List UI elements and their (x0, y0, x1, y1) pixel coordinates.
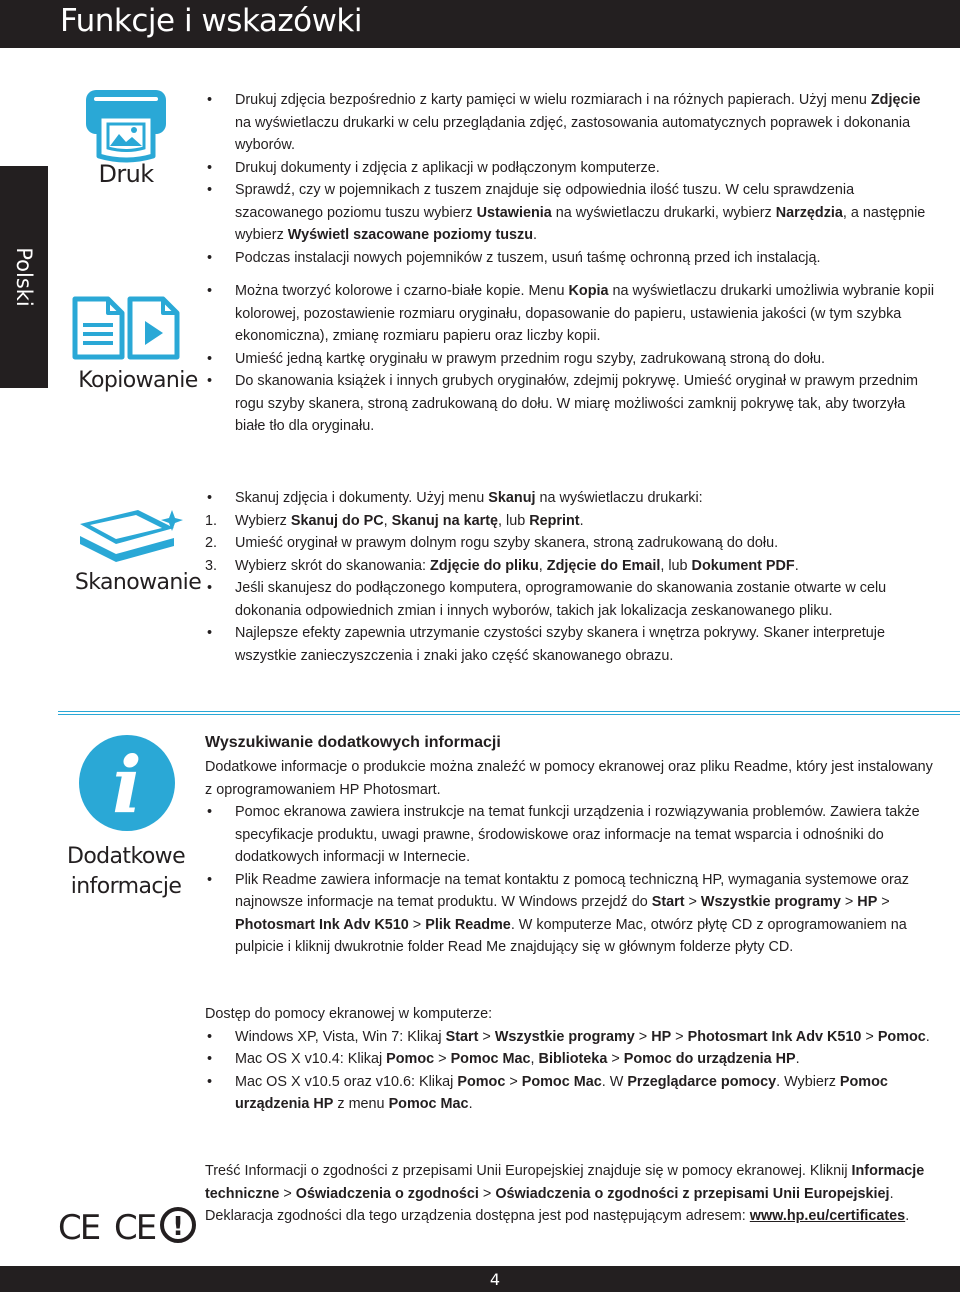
menu-name: Reprint (529, 512, 580, 529)
list-item (205, 247, 935, 270)
text-run: . (533, 227, 538, 243)
skanowanie-text (205, 487, 935, 667)
menu-name: Oświadczenia o zgodności (295, 1185, 479, 1202)
text-run: > (684, 894, 701, 910)
compliance-paragraph (205, 1160, 935, 1228)
text-run: Wybierz (235, 512, 291, 529)
text-run: Umieść oryginał w prawym dolnym rogu szyby skanera, stroną zadrukowaną do dołu. (235, 535, 779, 551)
section-label-kopiowanie: Kopiowanie (78, 368, 198, 393)
text-run: Jeśli skanujesz do podłączonego komputera, oprogramowanie do skanowania zostanie otwarte w celu dokonania odpowiednich zmian i innych wyborów, takich jak lokalizacja zeskanowanego pliku. (235, 580, 887, 619)
text-run: . (905, 1208, 910, 1224)
menu-name: Pomoc do urządzenia HP (623, 1051, 796, 1067)
text-run: Windows XP, Vista, Win 7: Klikaj (235, 1028, 446, 1045)
section-label-skanowanie: Skanowanie (74, 570, 202, 595)
text-run: . Deklaracja zgodności dla tego urządzenia dostępna jest pod następującym adresem: (205, 1185, 894, 1224)
certificates-link[interactable]: www.hp.eu/certificates (749, 1208, 906, 1224)
text-run: . (925, 1028, 930, 1045)
text-run: Treść Informacji o zgodności z przepisami Unii Europejskiej znajduje się w pomocy ekranowej. Kliknij (205, 1163, 852, 1179)
scanner-icon (76, 506, 186, 564)
text-run: na wyświetlaczu drukarki umożliwia wybranie kopii kolorowej, pozostawienie rozmiaru oryginału, dopasowanie do papieru, ustawienia jakości (w tym szybka ekonomiczna), zmianę rozmiaru papieru oraz liczby kopii. (235, 283, 935, 344)
list-item (205, 487, 935, 510)
page-number: 4 (489, 1270, 501, 1289)
menu-name: Pomoc Mac (521, 1073, 602, 1090)
list-item (205, 869, 935, 959)
list-item (205, 532, 935, 555)
menu-name: Skanuj do PC (290, 512, 384, 529)
copy-icon (72, 296, 180, 360)
step-number: 1. (205, 512, 218, 529)
menu-name: HP (857, 894, 878, 910)
text-run: > (861, 1028, 878, 1045)
menu-name: Kopia (568, 283, 609, 299)
text-run: Drukuj dokumenty i zdjęcia z aplikacji w podłączonym komputerze. (235, 159, 660, 176)
ce-mark-icon (58, 1208, 102, 1242)
menu-name: Zdjęcie do pliku (430, 557, 539, 574)
info-icon (78, 734, 176, 832)
text-run: . (579, 512, 584, 529)
text-run: Wybierz skrót do skanowania: (235, 557, 431, 574)
ce-mark-text: CE (114, 1208, 156, 1244)
text-run: Skanuj zdjęcia i dokumenty. Użyj menu (235, 490, 489, 506)
text-run: na wyświetlaczu drukarki, wybierz (551, 204, 776, 221)
section-label-line: informacje (70, 874, 182, 899)
section-label-line: Dodatkowe (66, 844, 186, 869)
text-run: Umieść jedną kartkę oryginału w prawym przednim rogu szyby, zadrukowaną stroną do dołu. (235, 350, 826, 367)
list-item (205, 1026, 935, 1049)
text-run: na wyświetlaczu drukarki: (535, 490, 703, 506)
menu-name: Biblioteka (538, 1051, 608, 1067)
text-run: > (634, 1028, 652, 1045)
menu-name: Wyświetl szacowane poziomy tuszu (287, 227, 534, 243)
menu-name: Pomoc (386, 1051, 435, 1067)
menu-name: Skanuj na kartę (391, 512, 498, 529)
menu-name: Pomoc (877, 1028, 926, 1045)
text-run: Mac OS X v10.4: Klikaj (235, 1051, 387, 1067)
menu-name: Photosmart Ink Adv K510 (235, 916, 409, 933)
list-item (205, 622, 935, 667)
list-item (205, 577, 935, 622)
text-run: > (279, 1185, 296, 1202)
menu-name: Oświadczenia o zgodności z przepisami Unii Europejskiej (495, 1185, 890, 1202)
menu-name: Wszystkie programy (494, 1028, 635, 1045)
text-run: Plik Readme zawiera informacje na temat kontaktu z pomocą techniczną HP, wymagania systemowe oraz najnowsze informacje na temat produktu. W Windows przejdź do (235, 871, 910, 910)
list-item (205, 348, 935, 371)
menu-name: Narzędzia (775, 204, 843, 221)
text-run: , (383, 512, 392, 529)
help-access-text (205, 1003, 935, 1116)
text-run: . W (601, 1073, 628, 1090)
text-run: > (877, 894, 890, 910)
kopiowanie-text (205, 280, 935, 438)
menu-name: Pomoc (457, 1073, 506, 1090)
menu-name: Ustawienia (476, 204, 552, 221)
text-run: Do skanowania książek i innych grubych oryginałów, zdejmij pokrywę. Umieść oryginał w prawym przednim rogu szyby skanera, stroną zadrukowaną do dołu. W miarę możliwości zamknij pokrywę tak, aby tworzyła białe tło dla oryginału. (235, 373, 919, 434)
text-run: Podczas instalacji nowych pojemników z tuszem, usuń taśmę ochronną przed ich instalacją. (235, 249, 821, 266)
text-run: Mac OS X v10.5 oraz v10.6: Klikaj (235, 1073, 458, 1090)
list-item (205, 157, 935, 180)
list-item (205, 370, 935, 438)
menu-name: Informacje techniczne (205, 1163, 925, 1202)
access-intro: Dostęp do pomocy ekranowej w komputerze: (205, 1006, 493, 1022)
menu-name: Start (445, 1028, 479, 1045)
menu-name: Wszystkie programy (700, 894, 841, 910)
text-run: > (434, 1051, 451, 1067)
text-run: , lub (498, 512, 530, 529)
menu-name: HP (651, 1028, 672, 1045)
section-label-info (56, 842, 196, 902)
text-run: , lub (660, 557, 692, 574)
step-number: 3. (205, 557, 218, 574)
list-item (205, 179, 935, 247)
ce-alert-mark-icon (114, 1204, 198, 1244)
text-run: Pomoc ekranowa zawiera instrukcje na temat funkcji urządzenia i rozwiązywania problemów. Zawiera także specyfikacje produktu, uwagi prawne, środowiskowe oraz informacje na temat wsparcia i odnośniki do dodatkowych informacji w Internecie. (235, 804, 920, 865)
menu-name: Photosmart Ink Adv K510 (687, 1028, 862, 1045)
header-bar (0, 0, 960, 48)
text-run: Drukuj zdjęcia bezpośrednio z karty pamięci w wielu rozmiarach i na różnych papierach. Użyj menu (235, 92, 871, 108)
menu-name: Przeglądarce pomocy (627, 1073, 777, 1090)
menu-name: Pomoc Mac (388, 1096, 469, 1112)
list-item (205, 555, 935, 578)
printer-icon (86, 90, 166, 164)
text-run: . W komputerze Mac, otwórz płytę CD z oprogramowaniem na pulpicie i kliknij dwukrotnie folder Read Me znajdujący się w głównym folderze płyty CD. (235, 916, 907, 955)
compliance-text (205, 1160, 935, 1228)
section-divider (58, 711, 960, 715)
page-title: Funkcje i wskazówki (60, 3, 362, 39)
list-item (205, 510, 935, 533)
text-run: , (538, 557, 547, 574)
text-run: > (408, 916, 426, 933)
text-run: na wyświetlaczu drukarki w celu przeglądania zdjęć, zastosowania automatycznych poprawek i dokonania wyborów. (235, 114, 911, 153)
text-run: , (530, 1051, 539, 1067)
text-run: > (505, 1073, 522, 1090)
text-run: Sprawdź, czy w pojemnikach z tuszem znajduje się odpowiednia ilość tuszu. W celu sprawdzenia szacowanego poziomu tuszu wybierz (235, 182, 855, 221)
list-item (205, 89, 935, 157)
menu-name: Pomoc Mac (450, 1051, 531, 1067)
text-run: , a następnie wybierz (235, 204, 926, 243)
menu-name: Skanuj (488, 490, 536, 506)
text-run: > (840, 894, 858, 910)
text-run: > (478, 1028, 495, 1045)
info-icon-glyph: i (112, 740, 142, 831)
menu-name: Pomoc urządzenia HP (235, 1073, 888, 1112)
text-run: > (671, 1028, 688, 1045)
language-tab (0, 166, 48, 388)
alert-glyph: ! (172, 1212, 184, 1242)
ce-mark-text: CE (58, 1208, 100, 1242)
list-item (205, 1071, 935, 1116)
text-run: Można tworzyć kolorowe i czarno-białe kopie. Menu (235, 283, 569, 299)
druk-text (205, 89, 935, 269)
text-run: z menu (333, 1096, 389, 1112)
menu-name: Plik Readme (425, 916, 511, 933)
footer-bar (0, 1266, 960, 1292)
text-run: > (478, 1185, 496, 1202)
list-item (205, 1048, 935, 1071)
text-run: . (468, 1096, 473, 1112)
text-run: . (795, 1051, 800, 1067)
list-item (205, 280, 935, 348)
text-run: > (607, 1051, 624, 1067)
text-run: Najlepsze efekty zapewnia utrzymanie czystości szyby skanera i wnętrza pokrywy. Skaner interpretuje wszystkie zanieczyszczenia i znaki jako część skanowanego obrazu. (235, 625, 885, 664)
text-run: . Wybierz (776, 1073, 840, 1090)
step-number: 2. (205, 535, 218, 551)
menu-name: Start (651, 894, 685, 910)
list-item (205, 801, 935, 869)
language-tab-label: Polski (12, 247, 36, 307)
menu-name: Zdjęcie do Email (546, 557, 661, 574)
info-intro: Dodatkowe informacje o produkcie można znaleźć w pomocy ekranowej oraz pliku Readme, który jest instalowany z oprogramowaniem HP Photosmart. (205, 759, 933, 798)
text-run: . (794, 557, 799, 574)
info-text (205, 730, 935, 959)
menu-name: Zdjęcie (870, 92, 921, 108)
info-heading: Wyszukiwanie dodatkowych informacji (205, 734, 501, 751)
section-label-druk: Druk (98, 160, 154, 188)
menu-name: Dokument PDF (691, 557, 795, 574)
